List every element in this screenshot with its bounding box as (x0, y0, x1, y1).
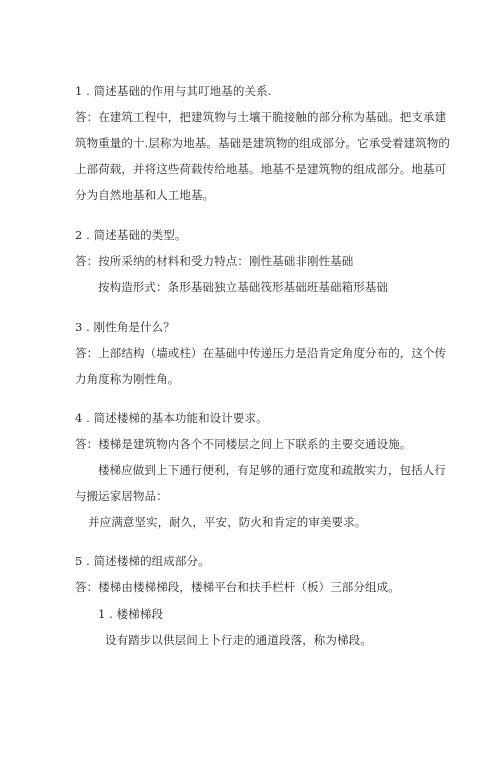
question-4-answer-line-2: 楼梯应做到上下通行便利，有足够的通行宽度和疏散实力，包括人行 (98, 463, 446, 477)
question-5-title: 5 . 简述楼梯的组成部分。 (75, 554, 210, 568)
question-3-title: 3 . 刚性角是什么？ (75, 320, 175, 334)
question-2-title: 2 . 简述基础的类型。 (75, 228, 187, 242)
question-4-answer-line-1: 答：楼梯是建筑物内各个不同楼层之间上下联系的主要交通设施。 (75, 437, 412, 451)
question-1-answer-line-1: 答：在建筑工程中，把建筑物与土壤干脆接触的部分称为基础。把支承建 (75, 110, 447, 124)
question-1-title: 1 . 简述基础的作用与其叮地基的关系. (75, 84, 272, 98)
question-5-subsection-text: 设有踏步以供层间上卜行走的通道段落，称为梯段。 (105, 633, 372, 647)
question-4-answer-line-3: 与搬运家居物品： (75, 489, 168, 503)
question-2-answer-line-1: 答：按所采纳的材料和受力特点：刚性基础非刚性基础 (75, 254, 354, 268)
question-3-answer-line-2: 力角度称为刚性角。 (75, 372, 180, 386)
question-1-answer-line-2: 筑物重量的十.层称为地基。基础是建筑物的组成部分。它承受着建筑物的 (75, 136, 450, 150)
question-5-answer-line-1: 答：楼梯由楼梯梯段，楼梯平台和扶手栏杆（板）三部分组成。 (75, 580, 400, 594)
question-4-answer-line-4: 并应满意坚实，耐久，平安，防火和肯定的审美要求。 (88, 515, 367, 529)
question-2-answer-line-2: 按构造形式：条形基础独立基础筏形基础班基础箱形基础 (98, 280, 388, 294)
question-4-title: 4 . 简述楼梯的基本功能和设计要求。 (75, 411, 268, 425)
question-3-answer-line-1: 答：上部结构（墙或柱）在基础中传递压力是沿肯定角度分布的，这个传 (75, 346, 447, 360)
question-5-subsection-title: 1 . 楼梯梯段 (98, 607, 164, 621)
question-1-answer-line-4: 分为自然地基和人工地基。 (75, 188, 215, 202)
question-1-answer-line-3: 上部荷载，并将这些荷载传给地基。地基不是建筑物的组成部分。地基可 (75, 162, 447, 176)
